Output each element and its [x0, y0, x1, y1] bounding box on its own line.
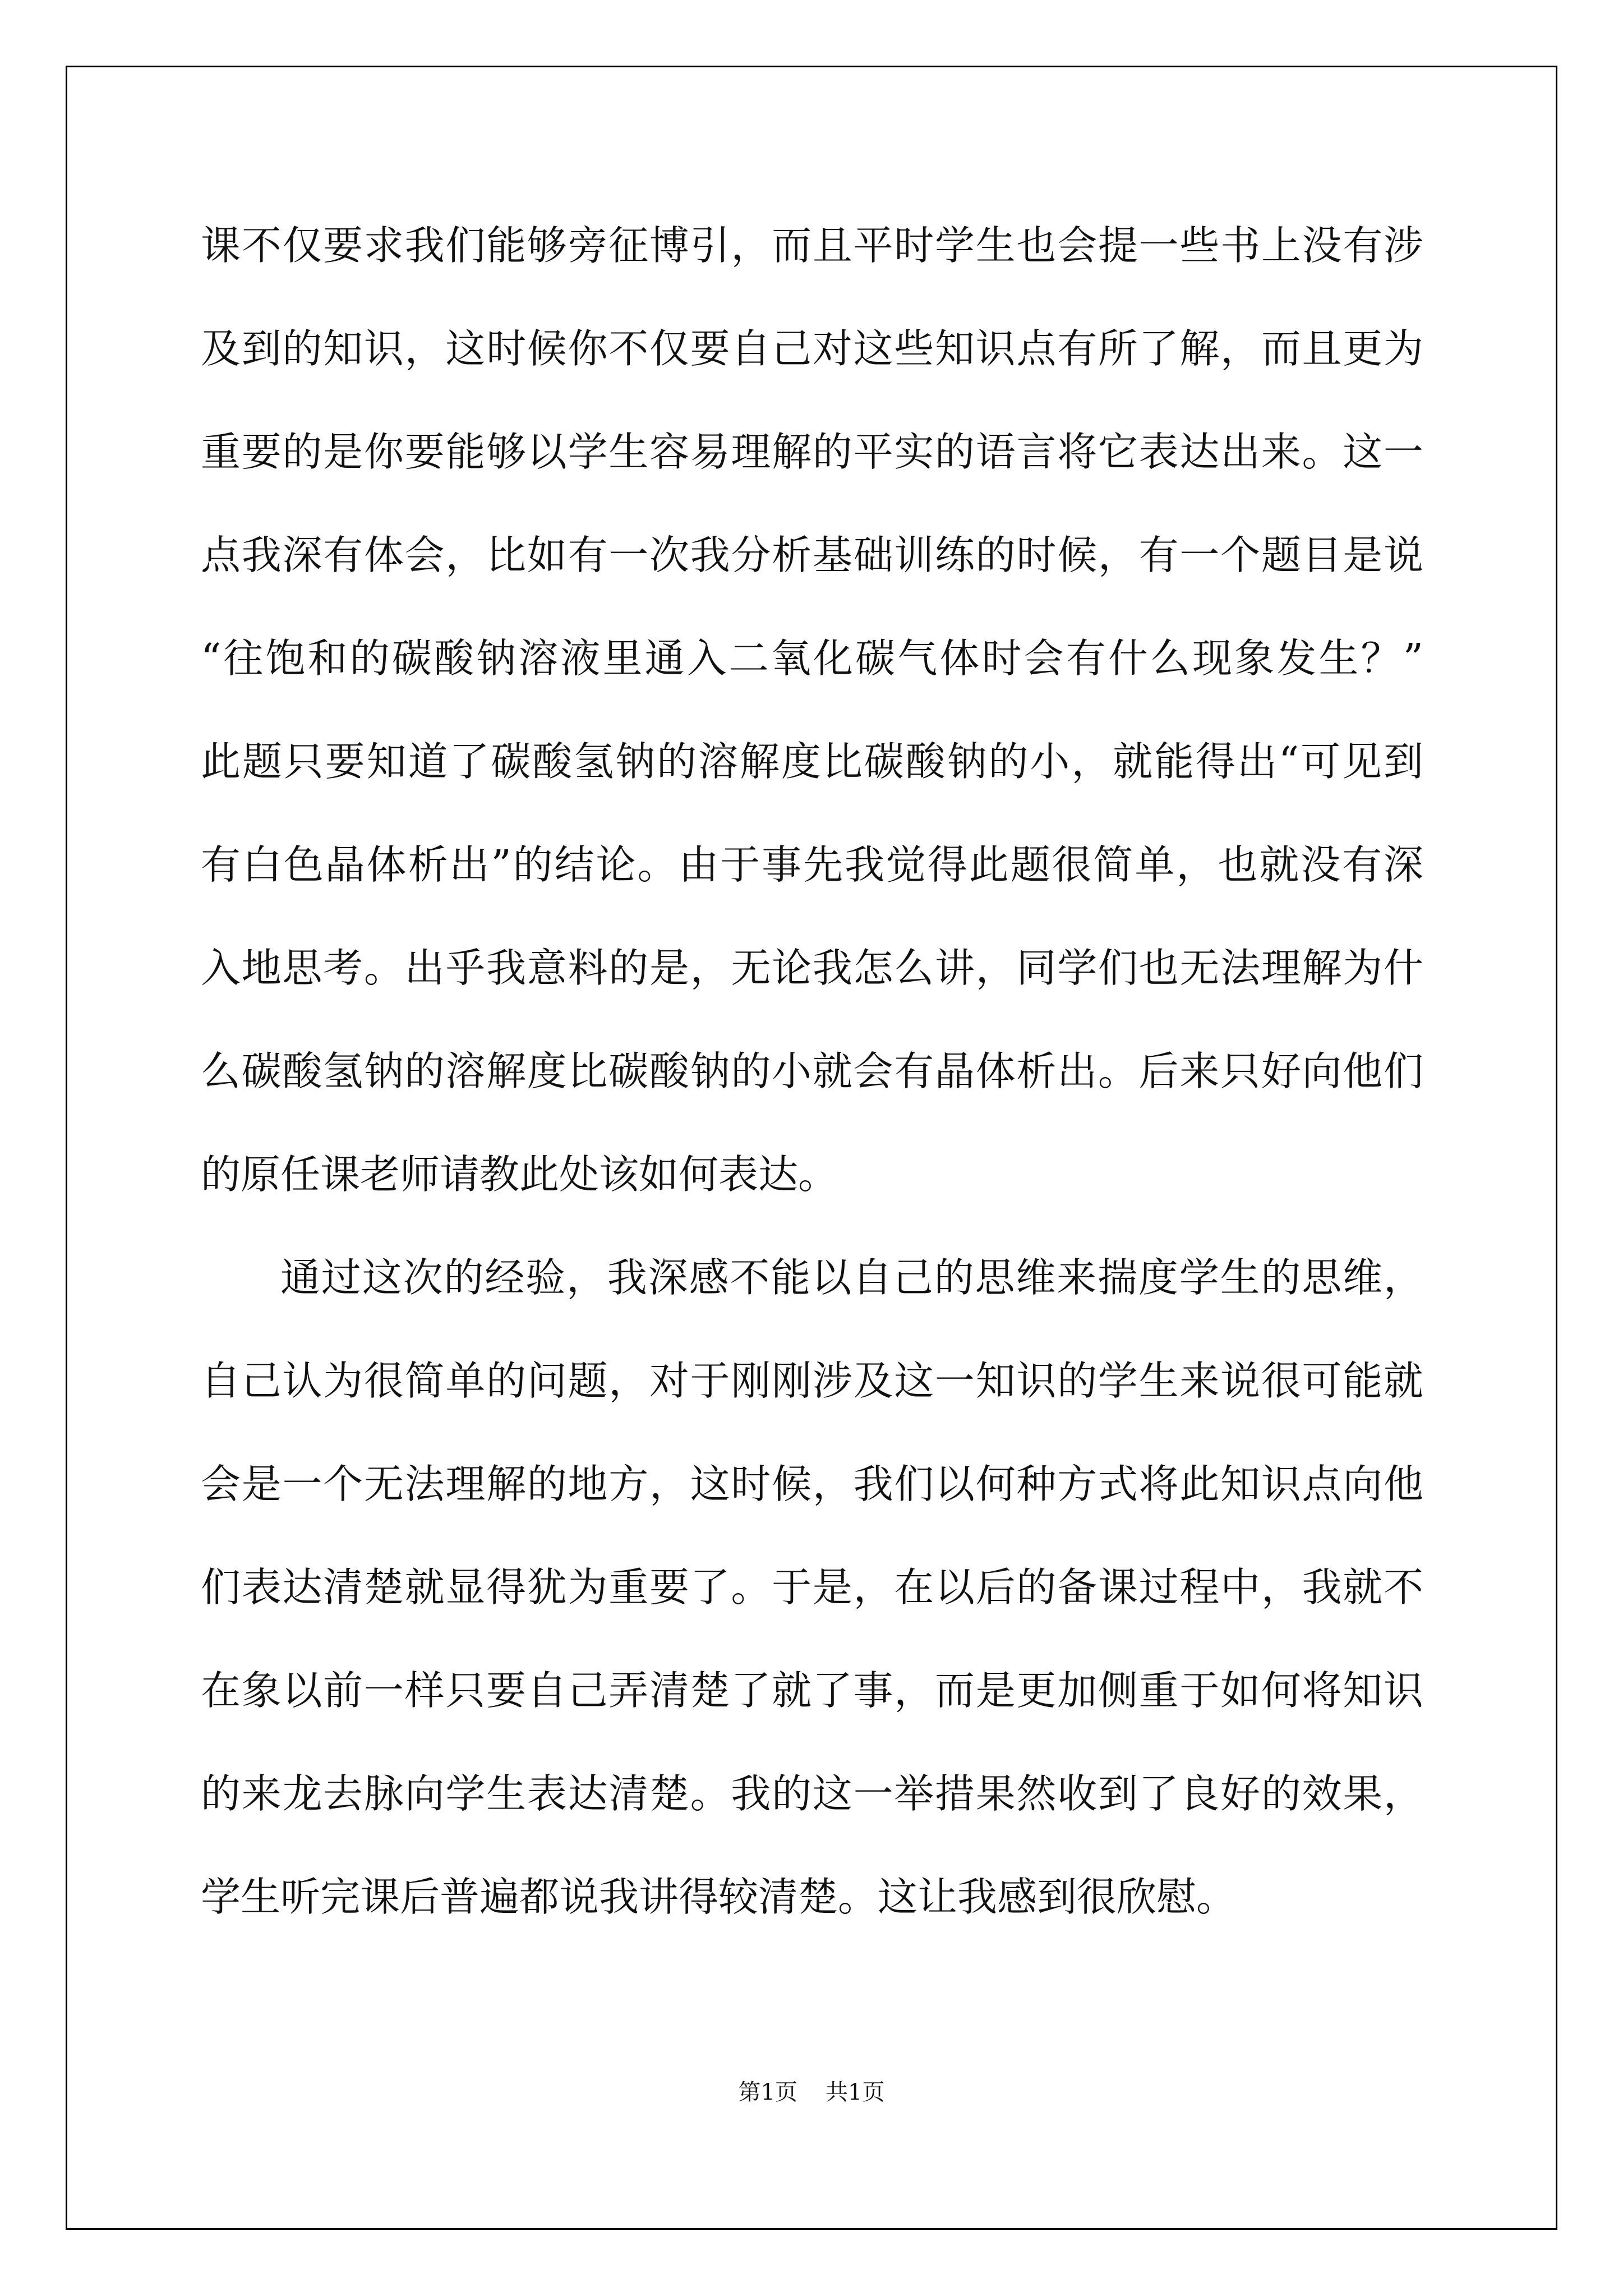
paragraph-line-10: 的原任课老师请教此处该如何表达。 [201, 1151, 838, 1198]
paragraph-line-12: 自己认为很简单的问题，对于刚刚涉及这一知识的学生来说很可能就 [201, 1358, 1423, 1404]
paragraph-line-14: 们表达清楚就显得犹为重要了。于是，在以后的备课过程中，我就不 [201, 1564, 1423, 1611]
paragraph-line-5: “往饱和的碳酸钠溶液里通入二氧化碳气体时会有什么现象发生？” [201, 635, 1423, 682]
paragraph-line-16: 的来龙去脉向学生表达清楚。我的这一举措果然收到了良好的效果， [201, 1770, 1423, 1817]
page-total: 共1页 [826, 2079, 885, 2105]
paragraph-line-7: 有白色晶体析出”的结论。由于事先我觉得此题很简单，也就没有深 [201, 841, 1423, 888]
paragraph-line-6: 此题只要知道了碳酸氢钠的溶解度比碳酸钠的小，就能得出“可见到 [201, 738, 1423, 785]
page-number: 第1页 [738, 2079, 797, 2105]
paragraph-line-9: 么碳酸氢钠的溶解度比碳酸钠的小就会有晶体析出。后来只好向他们 [201, 1048, 1423, 1094]
paragraph-line-2: 及到的知识，这时候你不仅要自己对这些知识点有所了解，而且更为 [201, 325, 1423, 372]
paragraph-line-4: 点我深有体会，比如有一次我分析基础训练的时候，有一个题目是说 [201, 532, 1423, 578]
paragraph-line-8: 入地思考。出乎我意料的是，无论我怎么讲，同学们也无法理解为什 [201, 945, 1423, 991]
paragraph-line-1: 课不仅要求我们能够旁征博引，而且平时学生也会提一些书上没有涉 [201, 222, 1423, 269]
page-footer [0, 2076, 1623, 2109]
paragraph-line-13: 会是一个无法理解的地方，这时候，我们以何种方式将此知识点向他 [201, 1461, 1423, 1507]
paragraph-line-3: 重要的是你要能够以学生容易理解的平实的语言将它表达出来。这一 [201, 429, 1423, 475]
paragraph-line-17: 学生听完课后普遍都说我讲得较清楚。这让我感到很欣慰。 [201, 1874, 1237, 1920]
paragraph-line-11: 通过这次的经验，我深感不能以自己的思维来揣度学生的思维， [280, 1254, 1423, 1301]
paragraph-line-15: 在象以前一样只要自己弄清楚了就了事，而是更加侧重于如何将知识 [201, 1667, 1423, 1714]
